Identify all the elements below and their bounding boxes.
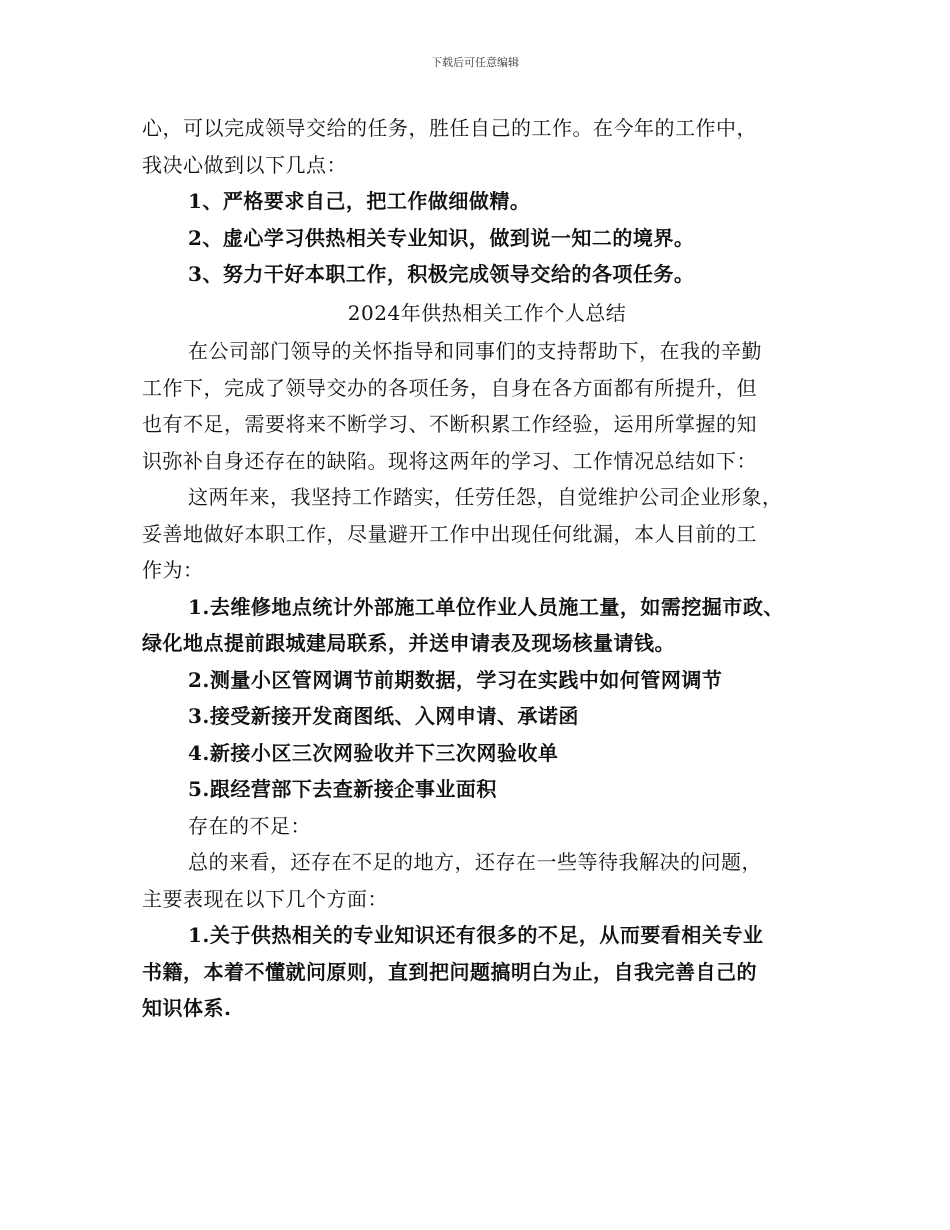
paragraph-line: 也有不足，需要将来不断学习、不断积累工作经验，运用所掌握的知 xyxy=(142,412,757,436)
paragraph-line: 我决心做到以下几点： xyxy=(142,152,347,177)
subheading: 存在的不足： xyxy=(188,813,311,838)
paragraph-line: 总的来看，还存在不足的地方，还存在一些等待我解决的问题， xyxy=(188,850,762,874)
list-item: 1.去维修地点统计外部施工单位作业人员施工量，如需挖掘市政、 xyxy=(188,594,784,619)
list-item: 4.新接小区三次网验收并下三次网验收单 xyxy=(188,740,559,765)
list-item: 1.关于供热相关的专业知识还有很多的不足，从而要看相关专业 xyxy=(188,923,764,947)
section-title: 2024年供热相关工作个人总结 xyxy=(347,300,627,325)
list-item: 5.跟经营部下去查新接企事业面积 xyxy=(188,777,497,801)
paragraph-line: 作为： xyxy=(142,558,204,582)
list-item: 3.接受新接开发商图纸、入网申请、承诺函 xyxy=(188,704,579,728)
paragraph-line: 主要表现在以下几个方面： xyxy=(142,886,388,911)
paragraph-line: 妥善地做好本职工作，尽量避开工作中出现任何纰漏，本人目前的工 xyxy=(142,521,757,546)
list-item: 1、严格要求自己，把工作做细做精。 xyxy=(188,189,531,213)
document-body xyxy=(142,110,832,1027)
list-item-continuation: 绿化地点提前跟城建局联系，并送申请表及现场核量请钱。 xyxy=(142,631,675,655)
list-item: 2、虚心学习供热相关专业知识，做到说一知二的境界。 xyxy=(188,225,695,250)
list-item-continuation: 书籍，本着不懂就问原则，直到把问题搞明白为止，自我完善自己的 xyxy=(142,959,757,984)
paragraph-line: 识弥补自身还存在的缺陷。现将这两年的学习、工作情况总结如下： xyxy=(142,448,757,473)
list-item: 2.测量小区管网调节前期数据，学习在实践中如何管网调节 xyxy=(188,667,723,692)
page-header: 下载后可任意编辑 xyxy=(431,56,519,69)
paragraph-line: 这两年来，我坚持工作踏实，任劳任怨，自觉维护公司企业形象， xyxy=(188,485,783,509)
list-item: 3、努力干好本职工作，积极完成领导交给的各项任务。 xyxy=(188,262,695,286)
paragraph-line: 工作下，完成了领导交办的各项任务，自身在各方面都有所提升，但 xyxy=(142,375,757,400)
paragraph-line: 心，可以完成领导交给的任务，胜任自己的工作。在今年的工作中， xyxy=(142,116,757,140)
paragraph-line: 在公司部门领导的关怀指导和同事们的支持帮助下，在我的辛勤 xyxy=(188,339,762,363)
list-item-continuation: 知识体系. xyxy=(142,996,232,1020)
